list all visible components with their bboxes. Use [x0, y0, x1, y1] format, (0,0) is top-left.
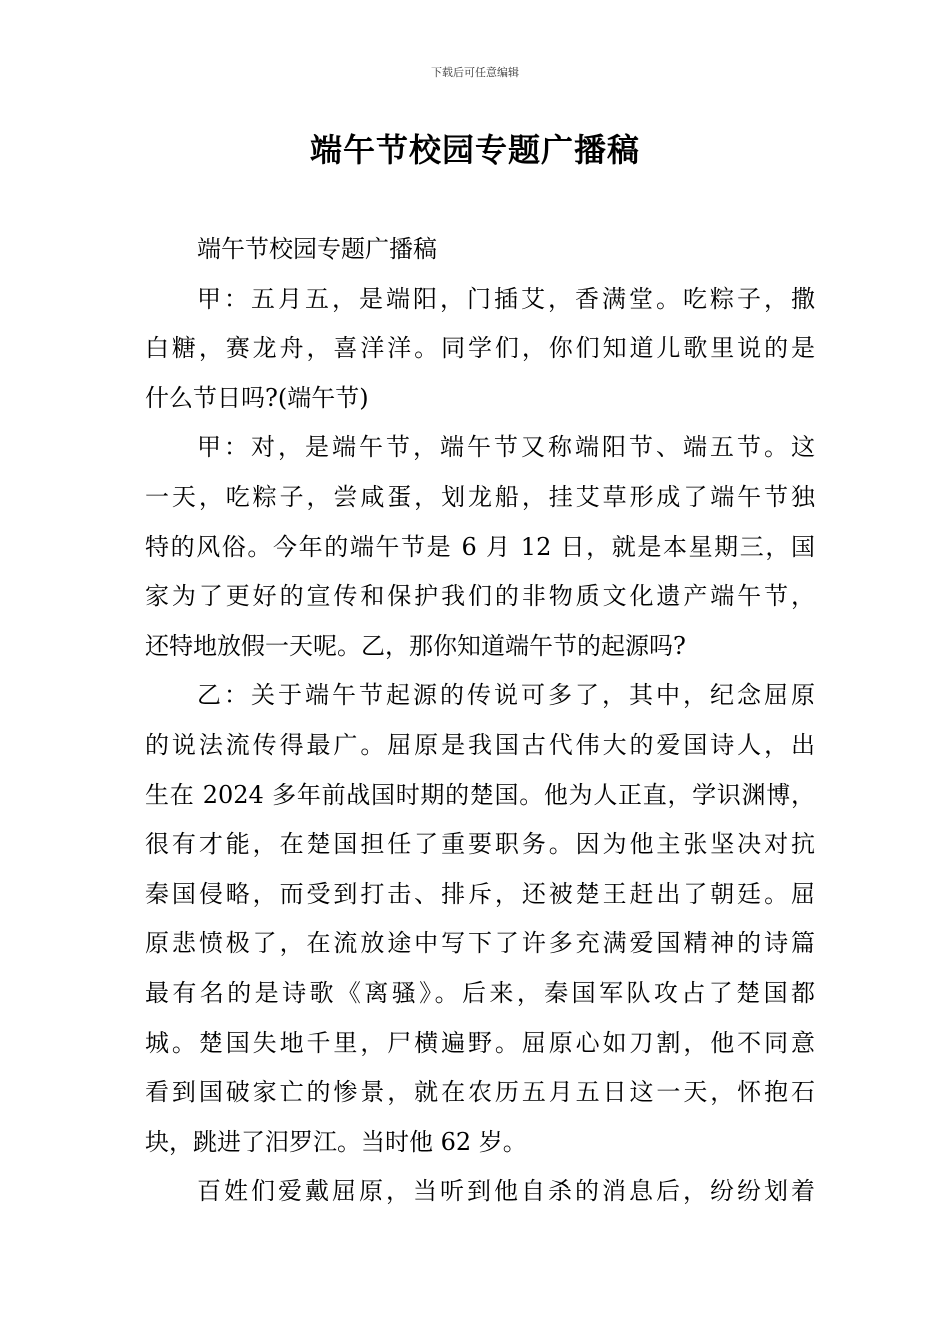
paragraph-line: 秦国侵略，而受到打击、排斥，还被楚王赶出了朝廷。屈 — [145, 879, 815, 908]
paragraph-line: 乙：关于端午节起源的传说可多了，其中，纪念屈原 — [197, 681, 815, 710]
paragraph-line: 白糖，赛龙舟，喜洋洋。同学们，你们知道儿歌里说的是 — [145, 334, 815, 363]
paragraph-line: 生在 2024 多年前战国时期的楚国。他为人正直，学识渊博， — [145, 780, 815, 809]
header-note: 下载后可任意编辑 — [431, 66, 519, 79]
paragraph-line: 家为了更好的宣传和保护我们的非物质文化遗产端午节， — [145, 582, 815, 611]
paragraph-line: 最有名的是诗歌《离骚》。后来，秦国军队攻占了楚国都 — [145, 978, 815, 1007]
paragraph-line: 一天，吃粽子，尝咸蛋，划龙船，挂艾草形成了端午节独 — [145, 482, 815, 511]
paragraph-line: 原悲愤极了，在流放途中写下了许多充满爱国精神的诗篇 — [145, 929, 815, 958]
paragraph-line: 还特地放假一天呢。乙，那你知道端午节的起源吗? — [145, 631, 686, 660]
paragraph-line: 块，跳进了汨罗江。当时他 62 岁。 — [145, 1127, 527, 1156]
paragraph-line: 百姓们爱戴屈原，当听到他自杀的消息后，纷纷划着 — [197, 1177, 815, 1206]
paragraph-line: 的说法流传得最广。屈原是我国古代伟大的爱国诗人，出 — [145, 730, 815, 759]
paragraph-line: 城。楚国失地千里，尸横遍野。屈原心如刀割，他不同意 — [145, 1028, 815, 1057]
document-title: 端午节校园专题广播稿 — [309, 131, 640, 169]
paragraph-line: 什么节日吗?(端午节) — [145, 383, 369, 412]
paragraph-line: 甲：对，是端午节，端午节又称端阳节、端五节。这 — [197, 433, 815, 462]
paragraph-line: 甲：五月五，是端阳，门插艾，香满堂。吃粽子，撒 — [197, 284, 815, 313]
body-subtitle-line: 端午节校园专题广播稿 — [197, 235, 437, 263]
document-body — [145, 229, 815, 1221]
paragraph-line: 看到国破家亡的惨景，就在农历五月五日这一天，怀抱石 — [145, 1078, 815, 1107]
paragraph-line: 特的风俗。今年的端午节是 6 月 12 日，就是本星期三，国 — [145, 532, 815, 561]
paragraph-line: 很有才能，在楚国担任了重要职务。因为他主张坚决对抗 — [145, 830, 815, 859]
